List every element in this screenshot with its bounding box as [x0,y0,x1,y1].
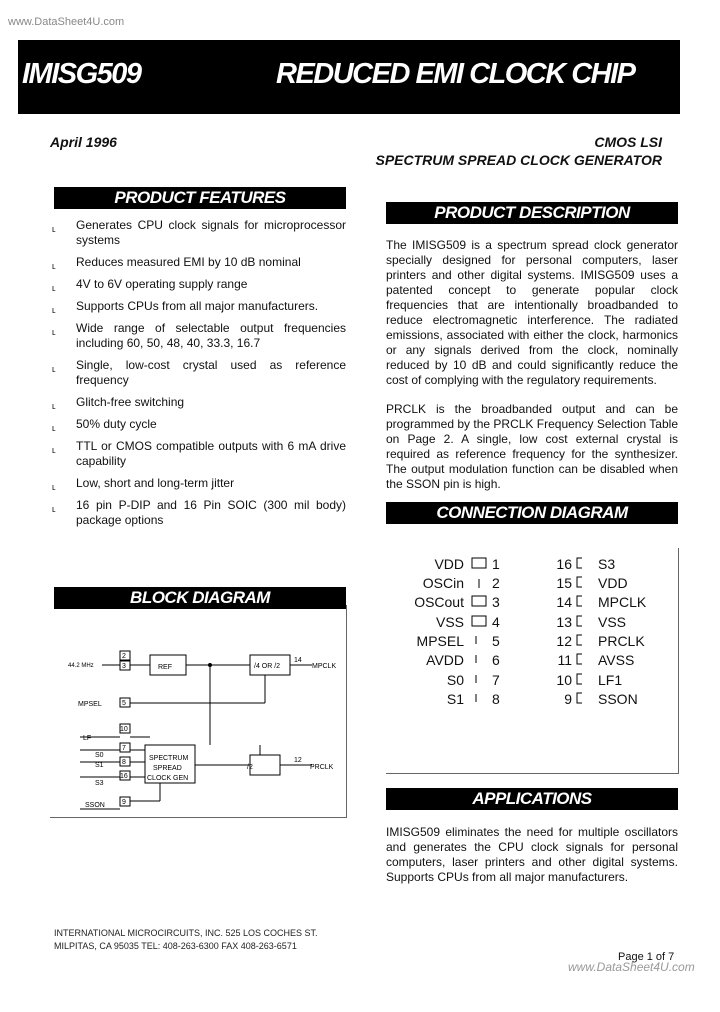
document-title: REDUCED EMI CLOCK CHIP [276,58,635,90]
ssg-line1: SPECTRUM [149,755,189,762]
left-pin-name: S1 [446,691,464,707]
list-item: ʟ 16 pin P-DIP and 16 Pin SOIC (300 mil body) package options [52,498,346,527]
left-pin-number: 6 [492,652,500,668]
div2-label: /2 [247,764,253,771]
right-pin-number: 16 [556,556,572,572]
right-pin-number: 14 [556,594,572,610]
left-pin-number: 5 [492,633,500,649]
subtitle-generator: SPECTRUM SPREAD CLOCK GENERATOR [375,152,662,168]
block-diagram [50,605,346,817]
right-pin-name: SSON [598,691,638,707]
s1-label: S1 [95,762,104,769]
list-item: ʟ 4V to 6V operating supply range [52,277,248,293]
description-paragraph-2: PRCLK is the broadbanded output and can be programmed by the PRCLK Frequency Selection Table on Page 2. A single, low cost external crystal is required as reference frequency for the synthesizer. The output modulation function can be disabled when the SSON pin is high. [386,402,678,491]
right-pin-name: LF1 [598,672,623,688]
pin-8-label: 8 [122,759,126,766]
title-banner [18,40,680,114]
right-pin-name: VDD [598,575,628,591]
left-pin-number: 1 [492,556,500,572]
pin-7-label: 7 [122,745,126,752]
list-item: ʟ Low, short and long-term jitter [52,476,235,492]
features-heading: PRODUCT FEATURES [54,187,346,209]
divider-block-label: /4 OR /2 [254,663,281,670]
left-pin-number: 8 [492,691,500,707]
block-diagram-frame [50,605,347,818]
pin-2-label: 2 [122,653,126,660]
footer-line-2: MILPITAS, CA 95035 TEL: 408-263-6300 FAX 408-263-6571 [54,941,297,951]
pin-5-label: 5 [122,700,126,707]
applications-heading: APPLICATIONS [386,788,678,810]
watermark-top: www.DataSheet4U.com [8,16,125,28]
pin-9-label: 9 [122,799,126,806]
left-pin-name: VSS [435,614,464,630]
list-item: ʟ TTL or CMOS compatible outputs with 6 mA drive capability [52,439,346,468]
left-pin-name: AVDD [426,652,464,668]
connection-diagram [386,548,679,774]
right-pin-number: 9 [564,691,572,707]
applications-body: IMISG509 eliminates the need for multiple oscillators and generates the CPU clock signals for personal computers, laser printers and other digital systems. Supports CPUs from all major manufacturers. [386,825,678,884]
features-list [50,218,346,535]
lf-label: LF [83,735,92,742]
xtal-label: 44.2 MHz [68,663,94,669]
connection-diagram-svg [386,548,678,773]
right-pin-name: S3 [598,556,616,572]
part-number: IMISG509 [22,58,141,90]
ref-block-label: REF [158,664,172,671]
list-item: ʟ 50% duty cycle [52,417,157,433]
right-pin-number: 15 [556,575,572,591]
left-pin-number: 3 [492,594,500,610]
right-pin-name: PRCLK [598,633,645,649]
s0-label: S0 [95,752,104,759]
list-item: ʟ Glitch-free switching [52,395,185,411]
left-pin-number: 2 [492,575,500,591]
left-pin-number: 7 [492,672,500,688]
block-diagram-heading: BLOCK DIAGRAM [54,587,346,609]
subtitle-cmos: CMOS LSI [594,134,662,150]
connection-heading: CONNECTION DIAGRAM [386,502,678,524]
page-number: Page 1 of 7 [618,951,675,963]
publication-date: April 1996 [50,134,117,150]
footer-address [54,927,318,953]
list-item: ʟ Supports CPUs from all major manufacturers. [52,299,319,315]
sson-label: SSON [85,802,105,809]
pin-12-label: 12 [294,757,302,764]
list-item: ʟ Single, low-cost crystal used as reference frequency [52,358,346,387]
right-pin-number: 10 [556,672,572,688]
left-pin-name: VDD [434,556,464,572]
ssg-line3: CLOCK GEN [147,775,189,782]
pin-14-label: 14 [294,657,302,664]
list-item: ʟ Reduces measured EMI by 10 dB nominal [52,255,301,271]
right-pin-number: 13 [556,614,572,630]
mpsel-label: MPSEL [78,701,102,708]
left-pin-name: S0 [446,672,464,688]
s3-label: S3 [95,780,104,787]
pin-3-label: 3 [122,663,126,670]
description-heading: PRODUCT DESCRIPTION [386,202,678,224]
prclk-output-label: PRCLK [310,764,334,771]
pin-16-label: 16 [120,773,128,780]
pin-10-label: 10 [120,726,128,733]
right-pin-name: MPCLK [598,594,647,610]
right-pin-number: 11 [557,652,572,668]
right-pin-name: VSS [598,614,627,630]
left-pin-name: OSCout [414,594,464,610]
left-pin-name: MPSEL [416,633,464,649]
right-pin-number: 12 [556,633,572,649]
list-item: ʟ Generates CPU clock signals for microprocessor systems [52,218,346,247]
mpclk-output-label: MPCLK [312,663,337,670]
footer-line-1: INTERNATIONAL MICROCIRCUITS, INC. 525 LOS COCHES ST. [54,928,318,938]
right-pin-name: AVSS [598,652,635,668]
ssg-line2: SPREAD [153,765,182,772]
list-item: ʟ Wide range of selectable output frequencies including 60, 50, 48, 40, 33.3, 16.7 [52,321,346,350]
watermark-bottom: www.DataSheet4U.com [568,960,695,974]
description-body [386,238,678,506]
description-paragraph-1: The IMISG509 is a spectrum spread clock generator specially designed for personal computers, laser printers and other digital systems. IMISG509 uses a patented concept to generate popular clock frequencies that are intentionally broadbanded to reduce electromagnetic interference. The radiated emissions, associated with either the clock, harmonics or any signals derived from the clock, nominally reduced by 10 dB and could significantly reduce the cost of complying with the regulatory requirements. [386,238,678,387]
left-pin-name: OSCin [422,575,464,591]
left-pin-number: 4 [492,614,500,630]
